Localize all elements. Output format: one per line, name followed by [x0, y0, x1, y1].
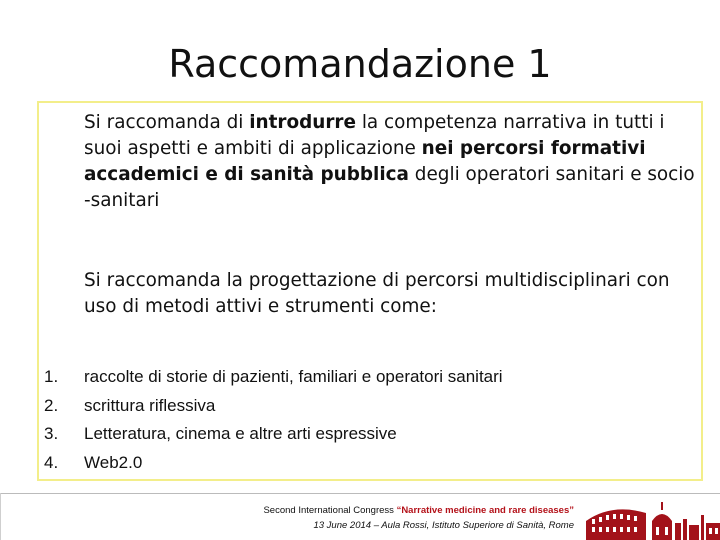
- p1-bold-2: nei percorsi formativi accademici e di sanità pubblica: [84, 138, 646, 185]
- recommendation-paragraph-2: Si raccomanda la progettazione di percorsi multidisciplinari con uso di metodi attivi e strumenti come:: [84, 270, 670, 317]
- recommendation-paragraph-1: [84, 110, 699, 214]
- footer-caption: [263, 503, 574, 533]
- list-item-number: 3.: [44, 424, 59, 443]
- p1-text-1: Si raccomanda di: [84, 112, 250, 133]
- rome-skyline-icon: [582, 493, 720, 540]
- list-item-number: 4.: [44, 452, 59, 472]
- list-item-text: Letteratura, cinema e altre arti espressive: [84, 424, 397, 443]
- slide-title: Raccomandazione 1: [168, 42, 552, 86]
- list-item-number: 1.: [44, 367, 59, 386]
- list-item-number: 2.: [44, 395, 59, 415]
- footer-congress-title: “Narrative medicine and rare diseases”: [396, 505, 574, 516]
- p1-text-2: la competenza narrativa in tutti i suoi aspetti e ambiti di applicazione: [84, 112, 665, 159]
- list-item: [44, 363, 604, 392]
- list-item-text: raccolte di storie di pazienti, familiari e operatori sanitari: [84, 367, 503, 386]
- p1-bold-1: introdurre: [249, 112, 356, 133]
- list-item-text: scrittura riflessiva: [84, 395, 216, 415]
- footer-line-2: 13 June 2014 – Aula Rossi, Istituto Superiore di Sanità, Rome: [313, 520, 574, 531]
- list-item-text: Web2.0: [84, 452, 143, 472]
- list-item: [44, 392, 604, 421]
- list-item: [44, 420, 604, 449]
- tools-list: [44, 363, 604, 477]
- footer-line-1: [263, 503, 574, 518]
- footer-congress: Second International Congress: [263, 505, 397, 516]
- p1-text-3: degli operatori sanitari e socio -sanitari: [84, 164, 695, 211]
- footer-left-edge: [0, 493, 1, 540]
- list-item: [44, 449, 604, 478]
